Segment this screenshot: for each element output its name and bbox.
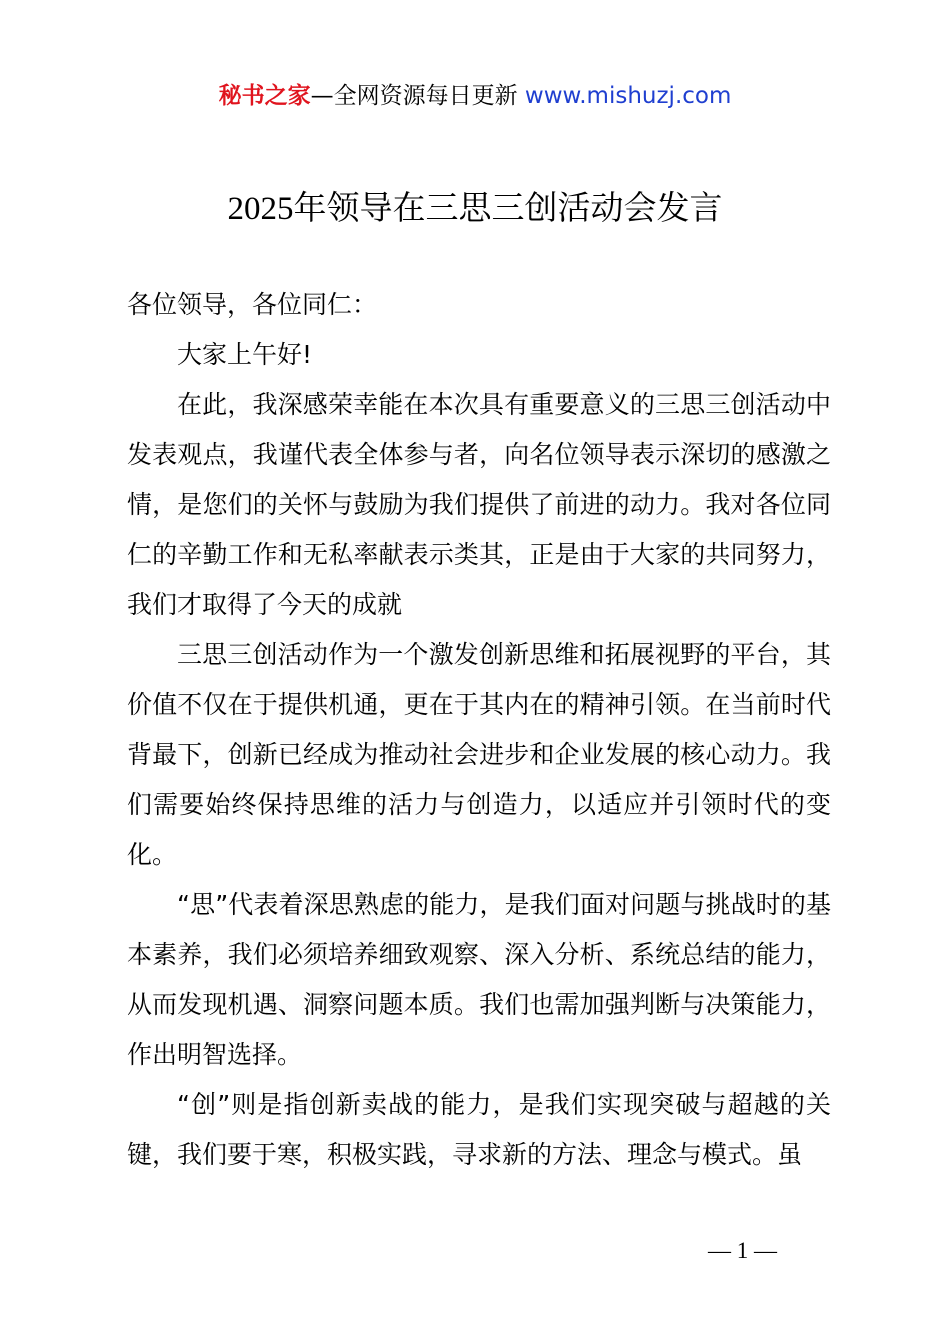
- document-title: [0, 186, 950, 231]
- site-slogan: —全网资源每日更新: [310, 83, 525, 109]
- site-header: [0, 80, 950, 112]
- paragraph-create: “创”则是指创新卖战的能力，是我们实现突破与超越的关键，我们要于寒，积极实践，寻求新的方法、理念与模式。虽: [127, 1090, 831, 1169]
- site-brand: 秘书之家: [218, 83, 311, 109]
- title-year: 2025: [227, 191, 294, 227]
- paragraph-thanks: 在此，我深感荣幸能在本次具有重要意义的三思三创活动中发表观点，我谨代表全体参与者，向名位领导表示深切的感激之情，是您们的关怀与鼓励为我们提供了前进的动力。我对各位同仁的辛勤工作和无私率献表示类其，正是由于大家的共同努力，我们才取得了今天的成就: [127, 390, 831, 619]
- salutation: 各位领导，各位同仁：: [127, 290, 378, 319]
- site-url-link[interactable]: www.mishuzj.com: [524, 83, 732, 109]
- title-text: 年领导在三思三创活动会发言: [293, 188, 723, 227]
- page-number: — 1 —: [708, 1238, 777, 1263]
- paragraph-greeting: 大家上午好!: [177, 340, 313, 369]
- paragraph-think: “思”代表着深思熟虑的能力，是我们面对问题与挑战时的基本素养，我们必须培养细致观察、深入分析、系统总结的能力，从而发现机遇、洞察问题本质。我们也需加强判断与决策能力，作出明智选择。: [127, 890, 831, 1069]
- paragraph-activity-value: 三思三创活动作为一个激发创新思维和拓展视野的平台，其价值不仅在于提供机通，更在于其内在的精神引领。在当前时代背最下，创新已经成为推动社会进步和企业发展的核心动力。我们需要始终保持思维的活力与创造力，以适应并引领时代的变化。: [127, 640, 831, 869]
- document-body: [127, 280, 831, 1180]
